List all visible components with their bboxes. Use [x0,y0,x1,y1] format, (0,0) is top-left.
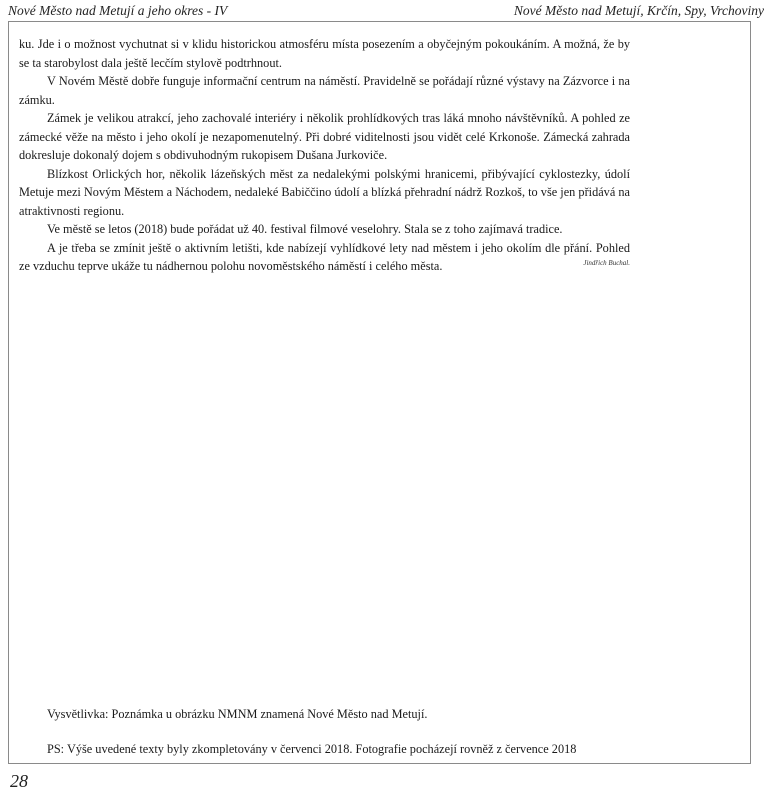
paragraph-festival: Ve městě se letos (2018) bude pořádat už 40. festival filmové veselohry. Stala se z toho zajímavá tradice. [47,222,563,236]
footnote-explanation: Vysvětlivka: Poznámka u obrázku NMNM znamená Nové Město nad Metují. [47,707,428,721]
article-body [19,35,630,276]
paragraph-airfield: A je třeba se zmínit ještě o aktivním letišti, kde nabízejí vyhlídkové lety nad městem i jeho okolím dle přání. Pohled ze vzduchu teprve ukáže tu nádhernou polohu novoměstského náměstí i celého města. [19,240,630,273]
header-left-title: Nové Město nad Metují a jeho okres - IV [8,3,228,18]
footnote-ps: PS: Výše uvedené texty byly zkompletovány v červenci 2018. Fotografie pocházejí rovněž z července 2018 [47,742,577,756]
page-number: 28 [10,771,28,791]
paragraph-region: Blízkost Orlických hor, několik lázeňských měst za nedalekými polskými hranicemi, přibývající cyklostezky, údolí Metuje mezi Novým Městem a Náchodem, nedaleké Babiččino údolí a blízká přehradní nádrž Rozkoš, to vše jen přidává na atraktivnosti regionu. [19,166,630,218]
paragraph-info-center: V Novém Městě dobře funguje informační centrum na náměstí. Pravidelně se pořádají různé výstavy na Zázvorce i na zámku. [19,74,630,107]
author-signature: Jindřich Buchal. [583,259,630,267]
running-header [8,3,764,21]
page-frame [8,21,751,764]
paragraph-continuation: ku. Jde i o možnost vychutnat si v klidu historickou atmosféru místa posezením a obyčejným pokoukáním. A možná, že by se ta starobylost dala ještě lecčím stylově podtrhnout. [19,37,630,70]
paragraph-castle: Zámek je velikou atrakcí, jeho zachovalé interiéry i několik prohlídkových tras láká mnoho návštěvníků. A pohled ze zámecké věže na město i jeho okolí je nezapomenutelný. Při dobré viditelnosti jsou vidět celé Krkonoše. Zámecká zahrada dokresluje dokonalý dojem s obdivuhodným rukopisem Dušana Jurkoviče. [19,111,630,162]
header-right-title: Nové Město nad Metují, Krčín, Spy, Vrchoviny [513,3,764,18]
